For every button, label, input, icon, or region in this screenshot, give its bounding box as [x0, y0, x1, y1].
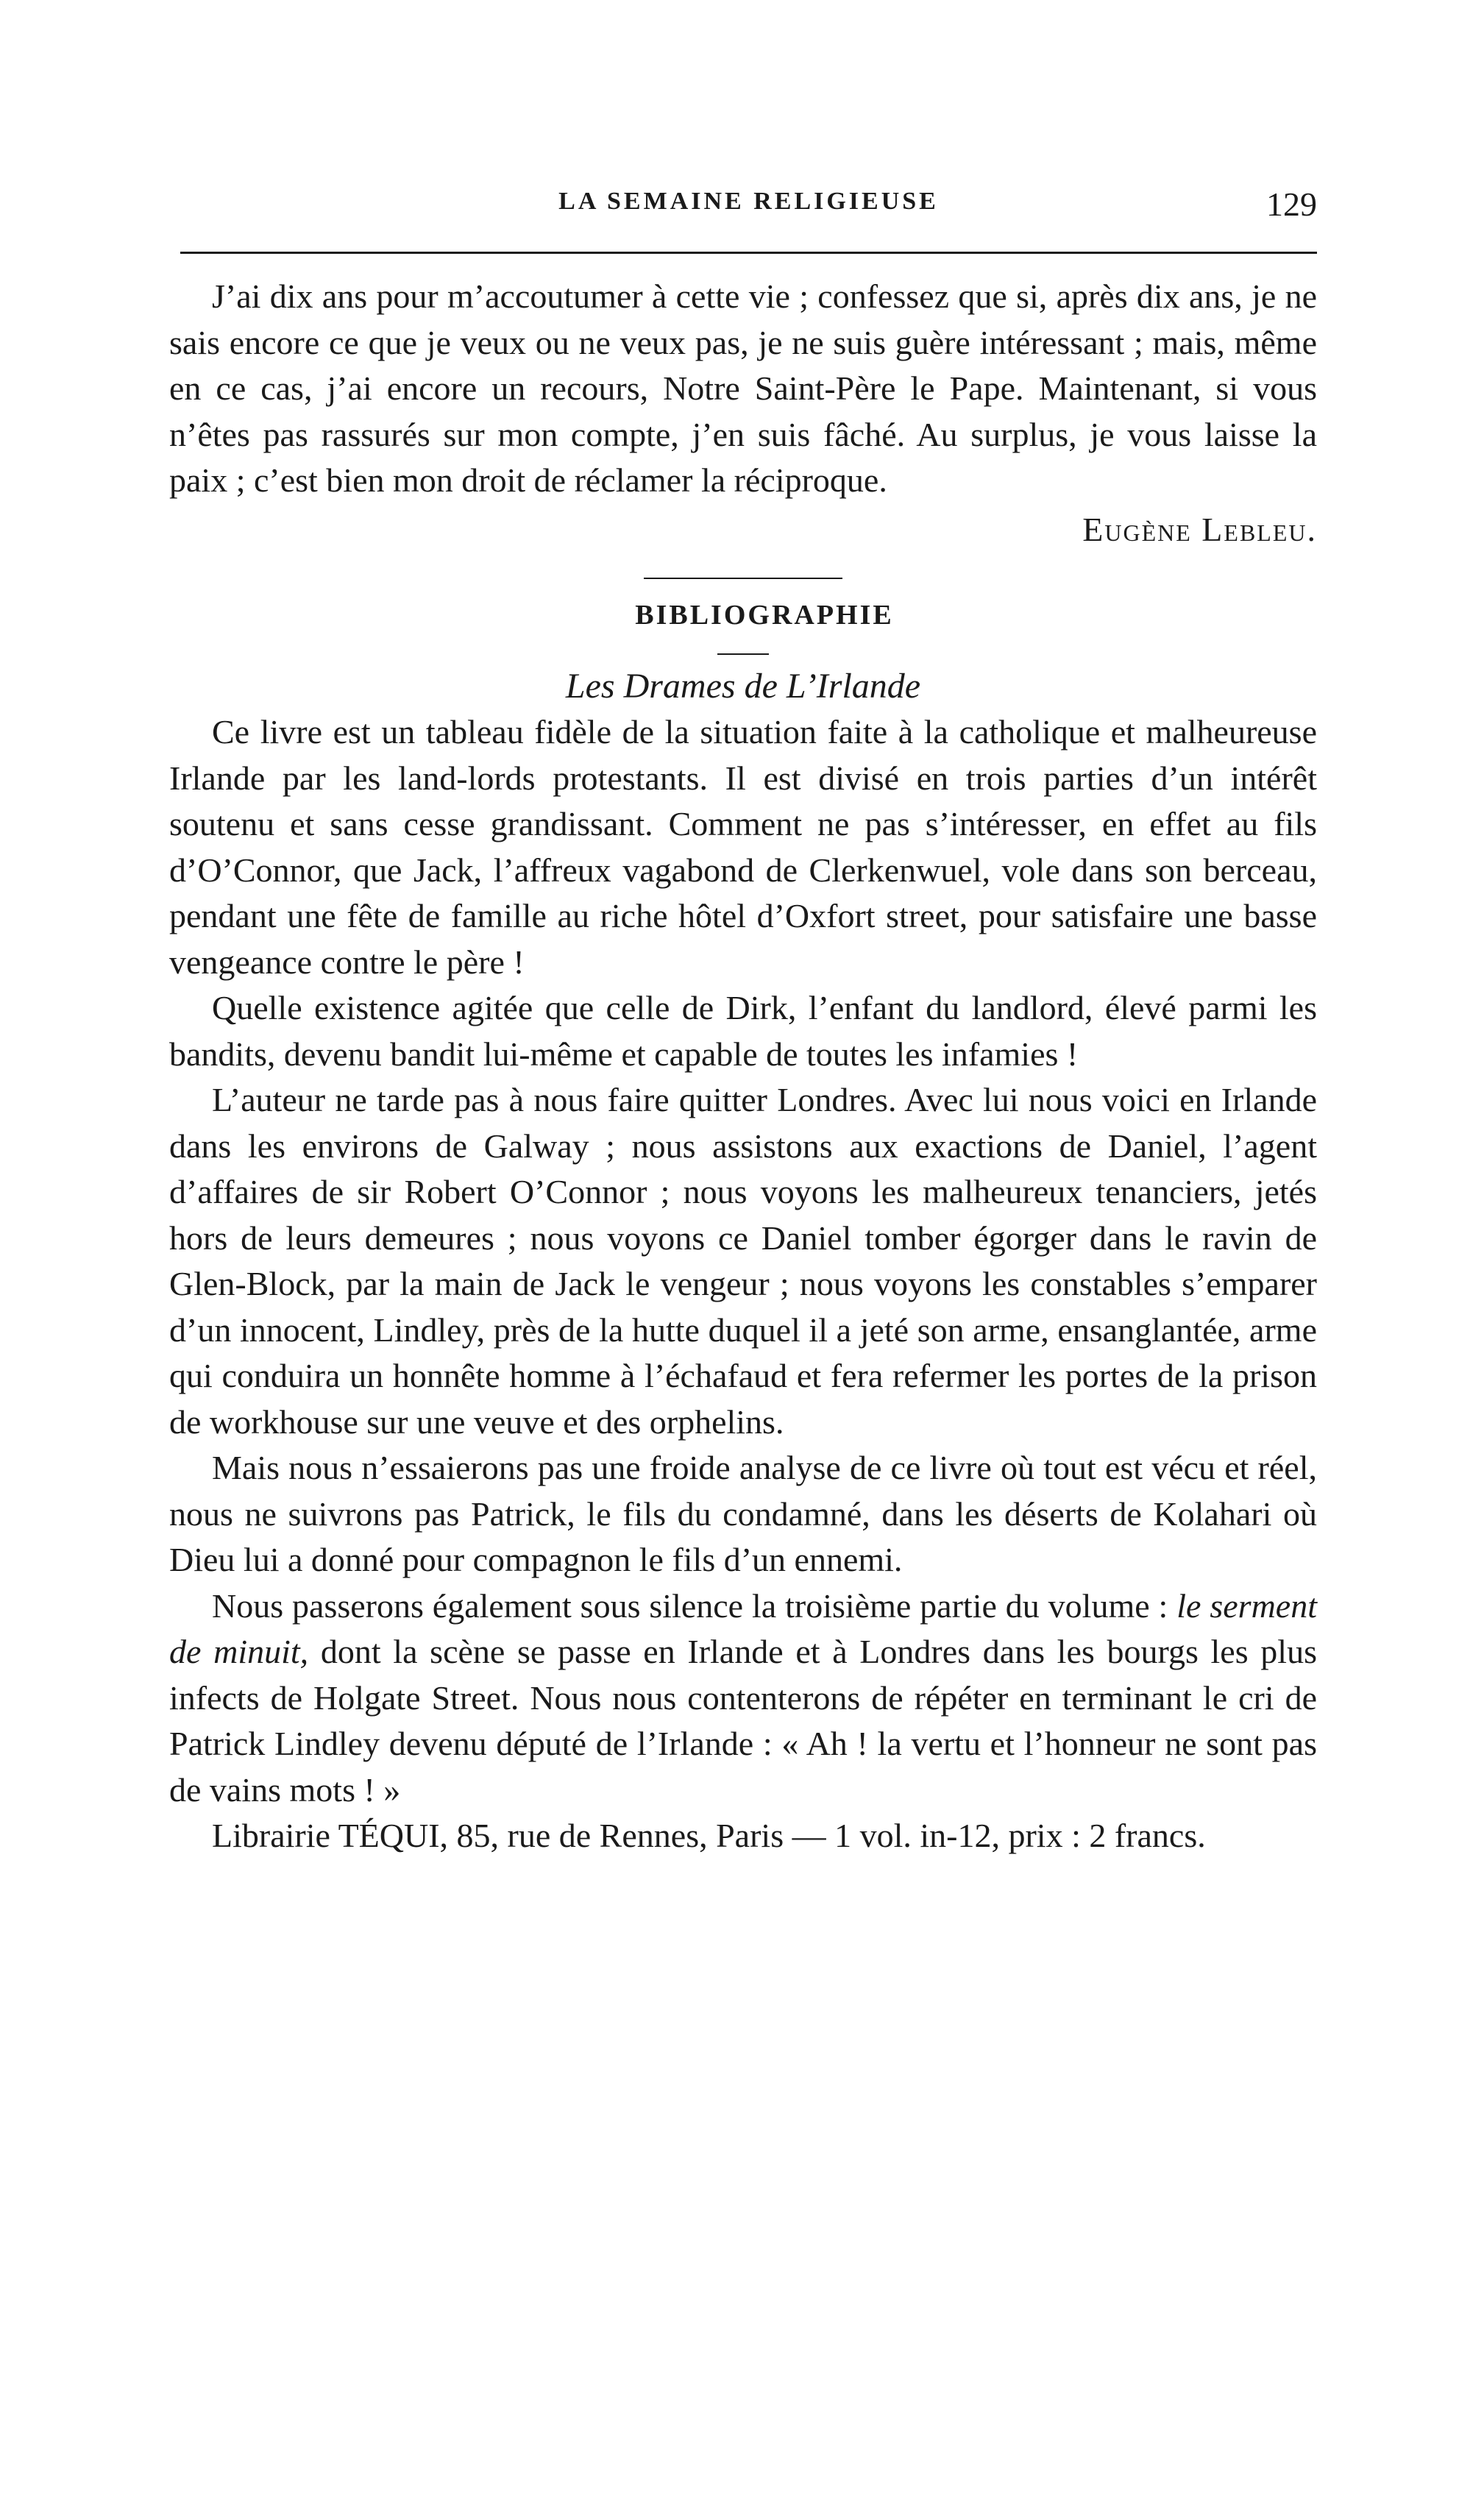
section-title: BIBLIOGRAPHIE: [635, 600, 894, 631]
page-header: [180, 185, 1317, 239]
review-paragraph: L’auteur ne tarde pas à nous faire quitter Londres. Avec lui nous voici en Irlande dans les environs de Galway ; nous assistons aux exactions de Daniel, l’agent d’affaires de sir Robert O’Connor ; nous voyons les malheureux tenanciers, jetés hors de leurs demeures ; nous voyons ce Daniel tomber égorger dans le ravin de Glen-Block, par la main de Jack le vengeur ; nous voyons les constables s’emparer d’un innocent, Lindley, près de la hutte duquel il a jeté son arme, ensanglantée, arme qui conduira un honnête homme à l’échafaud et fera refermer les portes de la prison de workhouse sur une veuve et des orphelins.: [169, 1081, 1317, 1441]
publisher-line: Librairie TÉQUI, 85, rue de Rennes, Paris — 1 vol. in-12, prix : 2 francs.: [212, 1817, 1206, 1854]
book-title: Les Drames de L’Irlande: [565, 666, 921, 706]
letter-paragraph: J’ai dix ans pour m’accoutumer à cette vie ; confessez que si, après dix ans, je ne sais encore ce que je veux ou ne veux pas, je ne suis guère intéressant ; mais, même en ce cas, j’ai encore un recours, Notre Saint-Père le Pape. Maintenant, si vous n’êtes pas rassurés sur mon compte, j’en suis fâché. Au surplus, je vous laisse la paix ; c’est bien mon droit de réclamer la réciproque.: [169, 277, 1317, 499]
final-text-after: dont la scène se passe en Irlande et à Londres dans les bourgs les plus infects de Holgate Street. Nous nous contenterons de répéter en terminant le cri de Patrick Lindley devenu député de l’Irlande : « Ah ! la vertu et l’honneur ne sont pas de vains mots ! »: [169, 1633, 1317, 1809]
review-paragraph: Mais nous n’essaierons pas une froide analyse de ce livre où tout est vécu et réel, nous ne suivrons pas Patrick, le fils du condamné, dans les déserts de Kolahari où Dieu lui a donné pour compagnon le fils d’un ennemi.: [169, 1449, 1317, 1578]
review-paragraph: Quelle existence agitée que celle de Dirk, l’enfant du landlord, élevé parmi les bandits, devenu bandit lui-même et capable de toutes les infamies !: [169, 989, 1317, 1073]
title-rule: [717, 653, 769, 655]
section-separator: [644, 578, 842, 579]
signature: Eugène Lebleu.: [1082, 510, 1317, 548]
running-title: LA SEMAINE RELIGIEUSE: [558, 188, 939, 215]
final-text-italic: le serment de minuit,: [169, 1586, 1317, 1670]
review-paragraph: Ce livre est un tableau fidèle de la situation faite à la catholique et malheureuse Irlande par les land-lords protestants. Il est divisé en trois parties d’un intérêt soutenu et sans cesse grandissant. Comment ne pas s’intéresser, en effet au fils d’O’Connor, que Jack, l’affreux vagabond de Clerkenwuel, vole dans son berceau, pendant une fête de famille au riche hôtel d’Oxfort street, pour satisfaire une basse vengeance contre le père !: [169, 713, 1317, 981]
header-rule: [180, 252, 1317, 254]
page-number: 129: [1266, 185, 1317, 223]
body-text: [169, 274, 1317, 1859]
final-text-before: Nous passerons également sous silence la troisième partie du volume :: [212, 1586, 1177, 1625]
review-paragraph-final: [169, 1583, 1317, 1814]
